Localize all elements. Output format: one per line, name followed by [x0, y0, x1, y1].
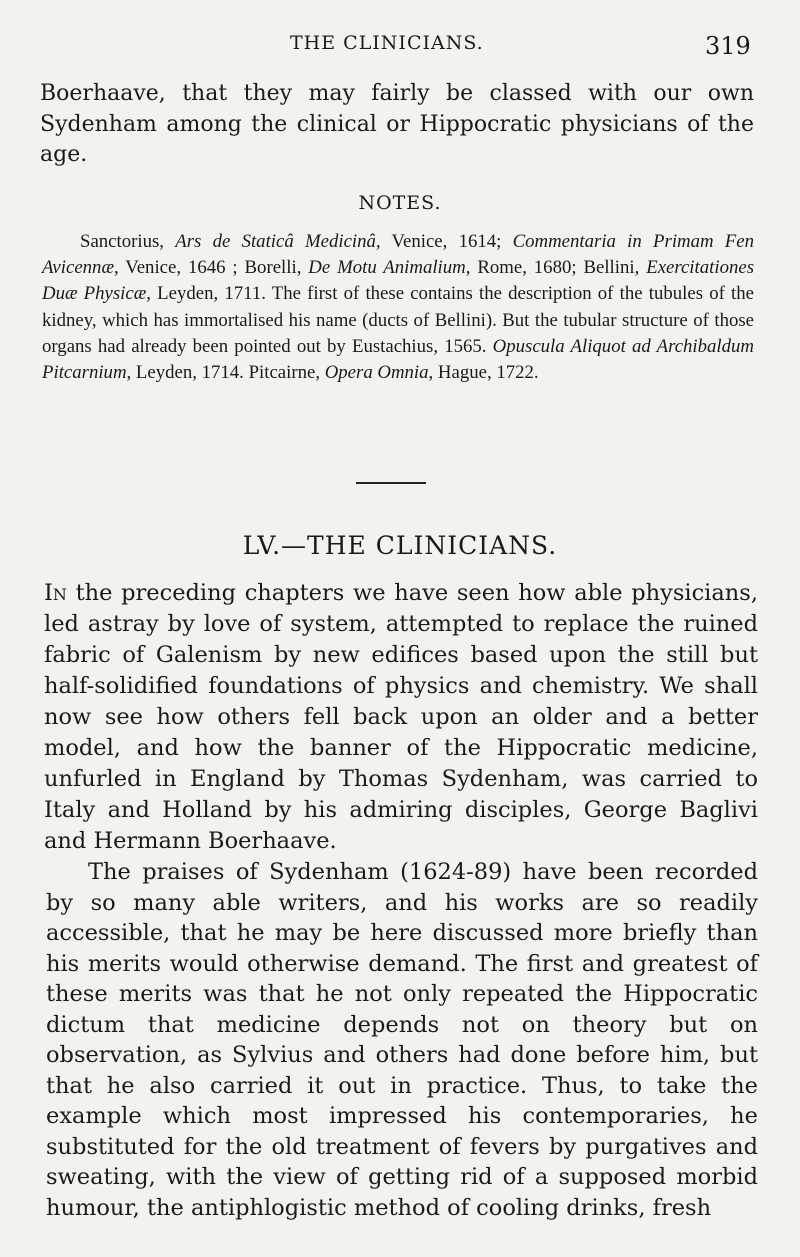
first-word: In	[44, 580, 67, 606]
body-paragraph: The praises of Sydenham (1624-89) have been recorded by so many able writers, and his works are so readily accessible, that he may be here discussed more briefly than his merits would otherwise demand. The first and greatest of these merits was that he not only repeated the Hippocratic dictum that medicine depends not on theory but on observation, as Sylvius and others had done before him, but that he also carried it out in practice. Thus, to take the example which most impressed his contemporaries, he substituted for the old treatment of fevers by purgatives and sweating, with the view of getting rid of a supposed morbid humour, the antiphlogistic method of cooling drinks, fresh	[46, 859, 758, 1221]
note-text: , Leyden, 1714. Pitcairne,	[126, 362, 325, 384]
intro-text: the preceding chapters we have seen how able physicians, led astray by love of system, attempted to replace the ruined fabric of Galenism by new edifices based upon the still but half-solidified foundations of physics and chemistry. We shall now see how others fell back upon an older and a better model, and how the banner of the Hippocratic medicine, unfurled in England by Thomas Sydenham, was carried to Italy and Holland by his admiring disciples, George Baglivi and Hermann Boerhaave.	[44, 580, 758, 854]
carry-over-paragraph: Boerhaave, that they may fairly be classed with our own Sydenham among the clinical or Hippocratic physicians of the age.	[40, 81, 754, 168]
notes-paragraph	[42, 229, 754, 386]
note-text: , Venice, 1646 ; Borelli,	[113, 257, 309, 279]
section-divider	[356, 482, 426, 484]
chapter-title: LV.—THE CLINICIANS.	[242, 531, 558, 560]
note-italic-title: Opuscula Aliquot ad Archibaldum Pitcarnium	[42, 335, 754, 384]
note-italic-title: De Motu Animalium	[308, 257, 466, 279]
notes-block	[42, 229, 754, 386]
note-text: , Rome, 1680; Bellini,	[465, 257, 647, 279]
note-italic-title: Commentaria in Primam Fen Avicennæ	[42, 231, 755, 279]
note-text: , Hague, 1722.	[428, 362, 539, 384]
note-text: Sanctorius,	[80, 231, 176, 252]
notes-heading: NOTES.	[358, 192, 442, 214]
note-italic-title: Ars de Staticâ Medicinâ	[175, 231, 376, 252]
note-text: , Leyden, 1711. The first of these contains the description of the tubules of the kidney, which has immortalised his name (ducts of Bellini). But the tubular structure of those organs had already been pointed out by Eustachius, 1565.	[42, 283, 754, 357]
chapter-intro-paragraph	[44, 578, 758, 857]
note-italic-title: Exercitationes Duæ Physicæ	[42, 257, 754, 305]
page-number: 319	[705, 32, 751, 60]
note-text: , Venice, 1614;	[375, 231, 513, 252]
note-italic-title: Opera Omnia	[324, 362, 429, 384]
running-head: THE CLINICIANS.	[290, 32, 484, 54]
